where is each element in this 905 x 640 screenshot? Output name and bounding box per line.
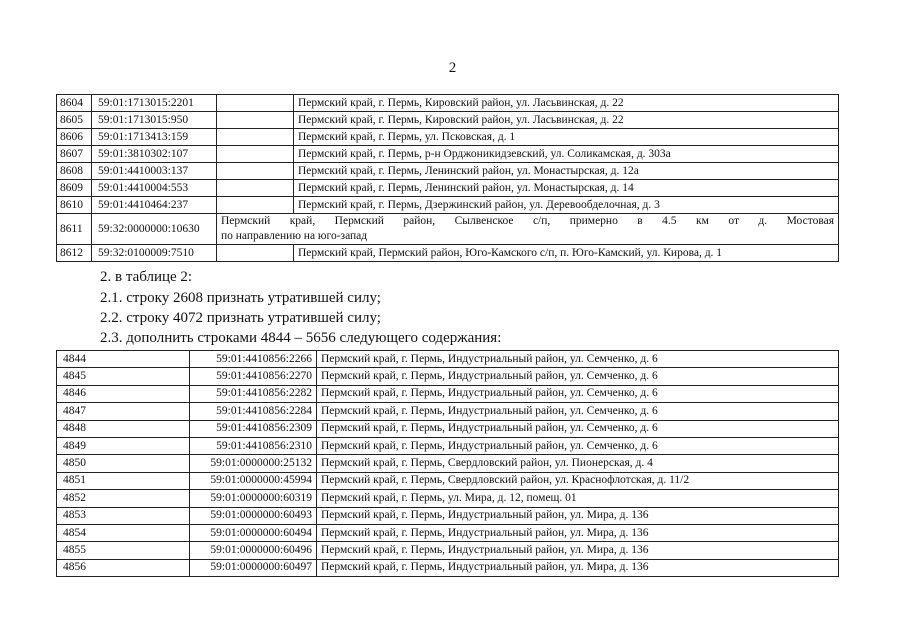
empty-cell <box>217 112 294 129</box>
address: Пермский край, г. Пермь, Свердловский район, ул. Краснофлотская, д. 11/2 <box>317 472 839 489</box>
row-number: 4848 <box>57 420 190 437</box>
address: Пермский край, г. Пермь, Кировский район, ул. Ласьвинская, д. 22 <box>294 112 839 129</box>
row-number: 4847 <box>57 403 190 420</box>
row-number: 4853 <box>57 507 190 524</box>
row-number: 4855 <box>57 542 190 559</box>
address: Пермский край, г. Пермь, Индустриальный район, ул. Семченко, д. 6 <box>317 403 839 420</box>
cadastral-number: 59:01:0000000:60496 <box>190 542 317 559</box>
address: Пермский край, г. Пермь, Кировский район, ул. Ласьвинская, д. 22 <box>294 95 839 112</box>
empty-cell <box>217 95 294 112</box>
table-row <box>57 214 839 245</box>
table-row <box>57 146 839 163</box>
cadastral-number: 59:01:1713015:950 <box>92 112 217 129</box>
cadastral-number: 59:01:1713413:159 <box>92 129 217 146</box>
address: Пермский край, г. Пермь, Индустриальный район, ул. Семченко, д. 6 <box>317 385 839 402</box>
address: Пермский край, г. Пермь, Индустриальный район, ул. Семченко, д. 6 <box>317 420 839 437</box>
row-number: 4850 <box>57 455 190 472</box>
table-row <box>57 129 839 146</box>
address-cell <box>217 214 839 245</box>
table-row <box>57 368 839 385</box>
table-row <box>57 403 839 420</box>
table-row <box>57 472 839 489</box>
address: Пермский край, г. Пермь, Дзержинский район, ул. Деревообделочная, д. 3 <box>294 197 839 214</box>
table-row <box>57 524 839 541</box>
cadastral-number: 59:01:3810302:107 <box>92 146 217 163</box>
cadastral-number: 59:01:0000000:60319 <box>190 490 317 507</box>
cadastral-number: 59:01:4410464:237 <box>92 197 217 214</box>
instruction-line: 2. в таблице 2: <box>100 269 193 285</box>
instruction-line: 2.1. строку 2608 признать утратившей силу; <box>100 290 381 306</box>
cadastral-number: 59:01:4410856:2266 <box>190 351 317 368</box>
table-1-body <box>57 95 839 262</box>
row-number: 4844 <box>57 351 190 368</box>
empty-cell <box>217 163 294 180</box>
cadastral-number: 59:01:1713015:2201 <box>92 95 217 112</box>
row-number: 4849 <box>57 437 190 454</box>
table-row <box>57 95 839 112</box>
address: Пермский край, г. Пермь, Индустриальный район, ул. Мира, д. 136 <box>317 559 839 576</box>
empty-cell <box>217 180 294 197</box>
row-number: 8606 <box>57 129 92 146</box>
table-2-body <box>57 351 839 577</box>
address: Пермский край, г. Пермь, Индустриальный район, ул. Семченко, д. 6 <box>317 351 839 368</box>
cadastral-number: 59:01:4410856:2282 <box>190 385 317 402</box>
table-row <box>57 420 839 437</box>
table-row <box>57 180 839 197</box>
cadastral-number: 59:01:0000000:25132 <box>190 455 317 472</box>
page-number: 2 <box>448 60 457 76</box>
empty-cell <box>217 197 294 214</box>
address: Пермский край, г. Пермь, ул. Псковская, д. 1 <box>294 129 839 146</box>
empty-cell <box>217 146 294 163</box>
cadastral-number: 59:32:0100009:7510 <box>92 245 217 262</box>
cadastral-number: 59:01:4410856:2284 <box>190 403 317 420</box>
cadastral-number: 59:01:0000000:60497 <box>190 559 317 576</box>
cadastral-number: 59:01:4410856:2310 <box>190 437 317 454</box>
address: Пермский край, г. Пермь, р-н Орджоникидзевский, ул. Соликамская, д. 303а <box>294 146 839 163</box>
address: Пермский край, г. Пермь, Индустриальный район, ул. Мира, д. 136 <box>317 542 839 559</box>
row-number: 8610 <box>57 197 92 214</box>
address: Пермский край, Пермский район, Юго-Камского с/п, п. Юго-Камский, ул. Кирова, д. 1 <box>294 245 839 262</box>
cadastral-number: 59:01:4410004:553 <box>92 180 217 197</box>
cadastral-number: 59:01:4410003:137 <box>92 163 217 180</box>
row-number: 8611 <box>57 214 92 245</box>
table-row <box>57 385 839 402</box>
table-row <box>57 112 839 129</box>
address: Пермский край, г. Пермь, ул. Мира, д. 12, помещ. 01 <box>317 490 839 507</box>
row-number: 8607 <box>57 146 92 163</box>
empty-cell <box>217 245 294 262</box>
table-row <box>57 507 839 524</box>
table-row <box>57 490 839 507</box>
row-number: 8608 <box>57 163 92 180</box>
address: Пермский край, г. Пермь, Индустриальный район, ул. Семченко, д. 6 <box>317 368 839 385</box>
address-line-2: по направлению на юго-запад <box>221 230 368 242</box>
row-number: 4845 <box>57 368 190 385</box>
instruction-line: 2.3. дополнить строками 4844 – 5656 следующего содержания: <box>100 330 502 346</box>
address: Пермский край, г. Пермь, Ленинский район, ул. Монастырская, д. 14 <box>294 180 839 197</box>
row-number: 8612 <box>57 245 92 262</box>
table-row <box>57 542 839 559</box>
table-2 <box>56 350 839 577</box>
row-number: 8605 <box>57 112 92 129</box>
table-row <box>57 351 839 368</box>
cadastral-number: 59:01:4410856:2309 <box>190 420 317 437</box>
row-number: 4854 <box>57 524 190 541</box>
address: Пермский край, г. Пермь, Свердловский район, ул. Пионерская, д. 4 <box>317 455 839 472</box>
table-row <box>57 559 839 576</box>
instruction-line: 2.2. строку 4072 признать утратившей силу; <box>100 310 381 326</box>
table-row <box>57 245 839 262</box>
address: Пермский край, г. Пермь, Индустриальный район, ул. Семченко, д. 6 <box>317 437 839 454</box>
address: Пермский край, г. Пермь, Ленинский район, ул. Монастырская, д. 12а <box>294 163 839 180</box>
row-number: 4852 <box>57 490 190 507</box>
cadastral-number: 59:32:0000000:10630 <box>92 214 217 245</box>
table-1 <box>56 94 839 262</box>
row-number: 8609 <box>57 180 92 197</box>
cadastral-number: 59:01:0000000:60493 <box>190 507 317 524</box>
table-row <box>57 163 839 180</box>
row-number: 4851 <box>57 472 190 489</box>
row-number: 4846 <box>57 385 190 402</box>
row-number: 4856 <box>57 559 190 576</box>
table-row <box>57 455 839 472</box>
address: Пермский край, г. Пермь, Индустриальный район, ул. Мира, д. 136 <box>317 507 839 524</box>
cadastral-number: 59:01:0000000:45994 <box>190 472 317 489</box>
row-number: 8604 <box>57 95 92 112</box>
address-line-1: Пермский край, Пермский район, Сылвенское с/п, примерно в 4.5 км от д. Мостовая <box>221 215 834 227</box>
empty-cell <box>217 129 294 146</box>
address: Пермский край, г. Пермь, Индустриальный район, ул. Мира, д. 136 <box>317 524 839 541</box>
cadastral-number: 59:01:4410856:2270 <box>190 368 317 385</box>
table-row <box>57 437 839 454</box>
cadastral-number: 59:01:0000000:60494 <box>190 524 317 541</box>
table-row <box>57 197 839 214</box>
